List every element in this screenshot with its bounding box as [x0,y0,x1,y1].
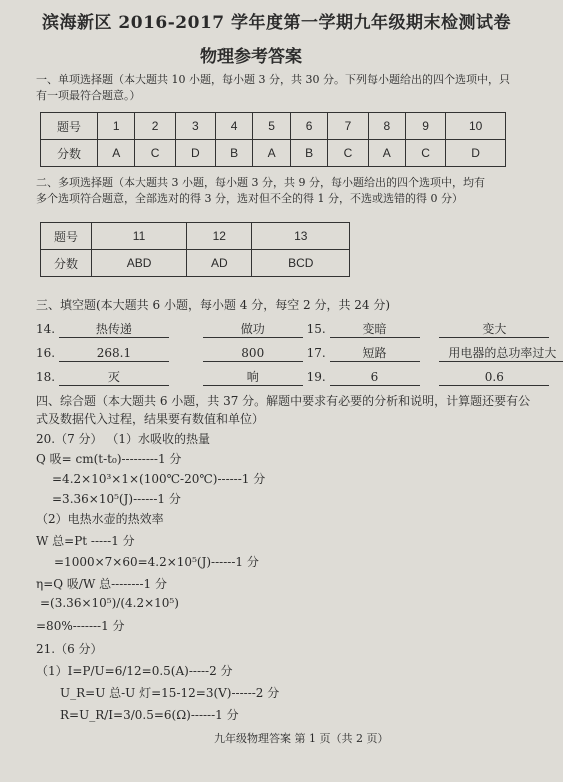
q20-step: （2）电热水壶的热效率 [36,512,164,526]
section1-instructions [36,72,510,104]
q21-step: （1）I=P/U=6/12=0.5(A)-----2 分 [36,664,233,678]
answer-blank: 6 [330,370,420,386]
question-number-cell: 3 [175,113,215,140]
question-number: 18. [36,370,56,384]
answer-blank: 短路 [330,346,420,362]
answer-blank: 用电器的总功率过大 [439,346,563,362]
q20-heading: 20.（7 分） （1）水吸收的热量 [36,432,210,446]
question-number-cell: 5 [253,113,290,140]
section2-line1: 二、多项选择题（本大题共 3 小题，每小题 3 分，共 9 分，每小题给出的四个选项中，均有 [36,176,485,189]
q21-step: R=U_R/I=3/0.5=6(Ω)------1 分 [60,708,239,722]
q21-heading: 21.（6 分） [36,642,103,656]
question-number-cell: 8 [368,113,405,140]
table-answer-row [41,250,350,277]
answer-blank: 变大 [439,322,549,338]
answer-cell: D [175,140,215,167]
answer-blank: 变暗 [330,322,420,338]
answer-cell: D [446,140,506,167]
question-number-cell: 9 [406,113,446,140]
question-number-cell: 13 [252,223,350,250]
answer-blank: 热传递 [59,322,169,338]
question-number-cell: 2 [135,113,175,140]
section1-line2: 有一项最符合题意。） [36,89,141,102]
question-number: 19. [306,370,326,384]
question-number: 14. [36,322,56,336]
section4-line2: 式及数据代入过程，结果要有数值和单位） [36,412,265,426]
answer-cell: A [368,140,405,167]
section4-line1: 四、综合题（本大题共 6 小题，共 37 分。解题中要求有必要的分析和说明，计算题还要有公 [36,394,531,408]
answer-blank: 268.1 [59,346,169,362]
question-number-cell: 7 [328,113,368,140]
answer-blank: 灭 [59,370,169,386]
question-number-cell: 11 [92,223,187,250]
multi-choice-table [40,222,350,277]
answer-cell: B [215,140,252,167]
score-label-cell: 分数 [41,250,92,277]
q20-step: W 总=Pt -----1 分 [36,534,135,548]
answer-cell: C [135,140,175,167]
answer-blank: 做功 [203,322,303,338]
question-number-cell: 6 [290,113,327,140]
q20-step: η=Q 吸/W 总--------1 分 [36,577,167,591]
question-number: 15. [306,322,326,336]
header-label-cell: 题号 [41,223,92,250]
section3-instructions: 三、填空题(本大题共 6 小题，每小题 4 分，每空 2 分，共 24 分) [36,298,391,312]
q20-step: =3.36×10⁵(J)------1 分 [52,492,181,506]
question-number: 17. [306,346,326,360]
q20-step: =4.2×10³×1×(100℃-20℃)------1 分 [52,472,266,486]
question-number-cell: 1 [98,113,135,140]
table-header-row [41,223,350,250]
question-number-cell: 10 [446,113,506,140]
answer-cell: A [253,140,290,167]
answer-cell: B [290,140,327,167]
section2-line2: 多个选项符合题意，全部选对的得 3 分，选对但不全的得 1 分，不选或选错的得 0 分） [36,192,463,205]
question-number-cell: 12 [187,223,252,250]
answer-cell: AD [187,250,252,277]
answer-cell: ABD [92,250,187,277]
answer-blank: 0.6 [439,370,549,386]
question-number: 16. [36,346,56,360]
answer-cell: A [98,140,135,167]
question-number-cell: 4 [215,113,252,140]
section4-instructions [36,392,530,428]
answer-blank: 响 [203,370,303,386]
table-answer-row [41,140,506,167]
table-header-row [41,113,506,140]
fill-blank-row [36,322,549,338]
score-label-cell: 分数 [41,140,98,167]
q20-step: =1000×7×60=4.2×10⁵(J)------1 分 [54,555,259,569]
fill-blank-row [36,346,563,362]
section1-line1: 一、单项选择题（本大题共 10 小题，每小题 3 分，共 30 分。下列每小题给出的四个选项中，只 [36,73,510,86]
answer-cell: C [406,140,446,167]
q20-step: Q 吸= cm(t-t₀)---------1 分 [36,452,182,466]
answer-key-heading: 物理参考答案 [200,47,302,67]
q20-step: =80%-------1 分 [36,619,125,633]
answer-cell: C [328,140,368,167]
section2-instructions [36,175,485,207]
answer-blank: 800 [203,346,303,362]
page-footer: 九年级物理答案 第 1 页（共 2 页） [214,732,389,745]
q20-step: =(3.36×10⁵)/(4.2×10⁵) [40,596,179,610]
answer-cell: BCD [252,250,350,277]
q21-step: U_R=U 总-U 灯=15-12=3(V)------2 分 [60,686,280,700]
exam-title: 滨海新区 2016-2017 学年度第一学期九年级期末检测试卷 [42,13,512,33]
single-choice-table [40,112,506,167]
header-label-cell: 题号 [41,113,98,140]
fill-blank-row [36,370,549,386]
